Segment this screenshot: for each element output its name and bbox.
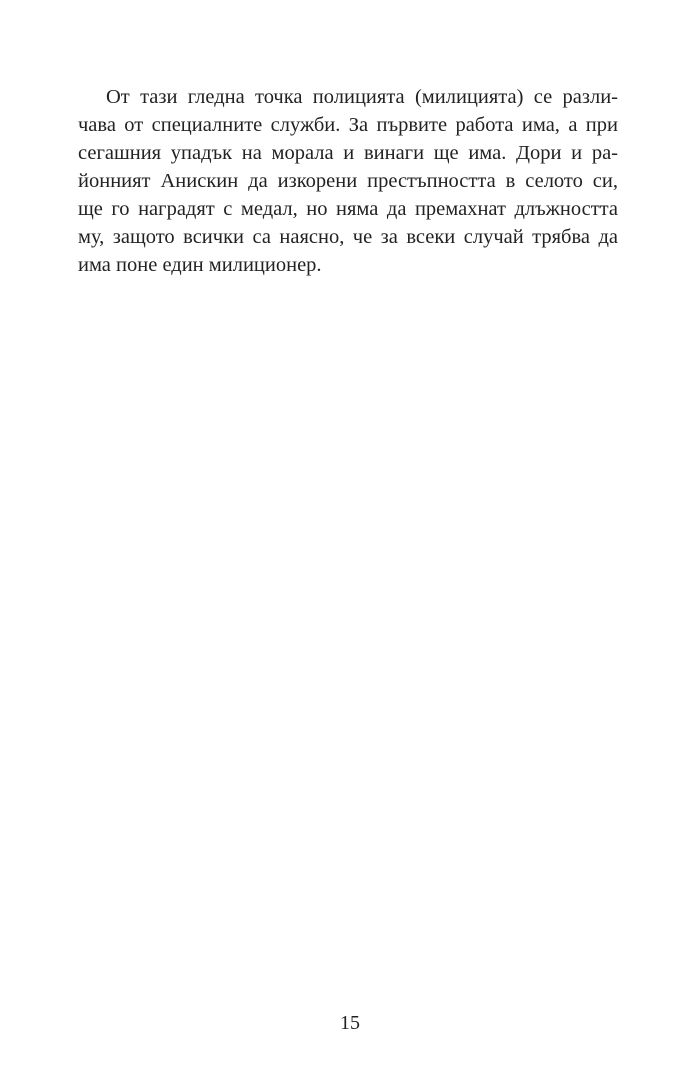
paragraph-line: сегашния упадък на морала и винаги ще има. Дори и ра- — [78, 142, 618, 164]
paragraph-line: чава от специалните служби. За първите работа има, а при — [78, 114, 618, 136]
body-paragraph — [78, 83, 618, 279]
paragraph-line: ще го наградят с медал, но няма да премахнат длъжността — [78, 198, 618, 220]
paragraph-line: му, защото всички са наясно, че за всеки случай трябва да — [78, 226, 618, 248]
paragraph-line: йонният Анискин да изкорени престъпността в селото си, — [78, 170, 618, 192]
page-number: 15 — [340, 1012, 360, 1034]
paragraph-line: От тази гледна точка полицията (милицията) се разли- — [106, 86, 618, 108]
paragraph-line: има поне един милиционер. — [78, 254, 322, 276]
